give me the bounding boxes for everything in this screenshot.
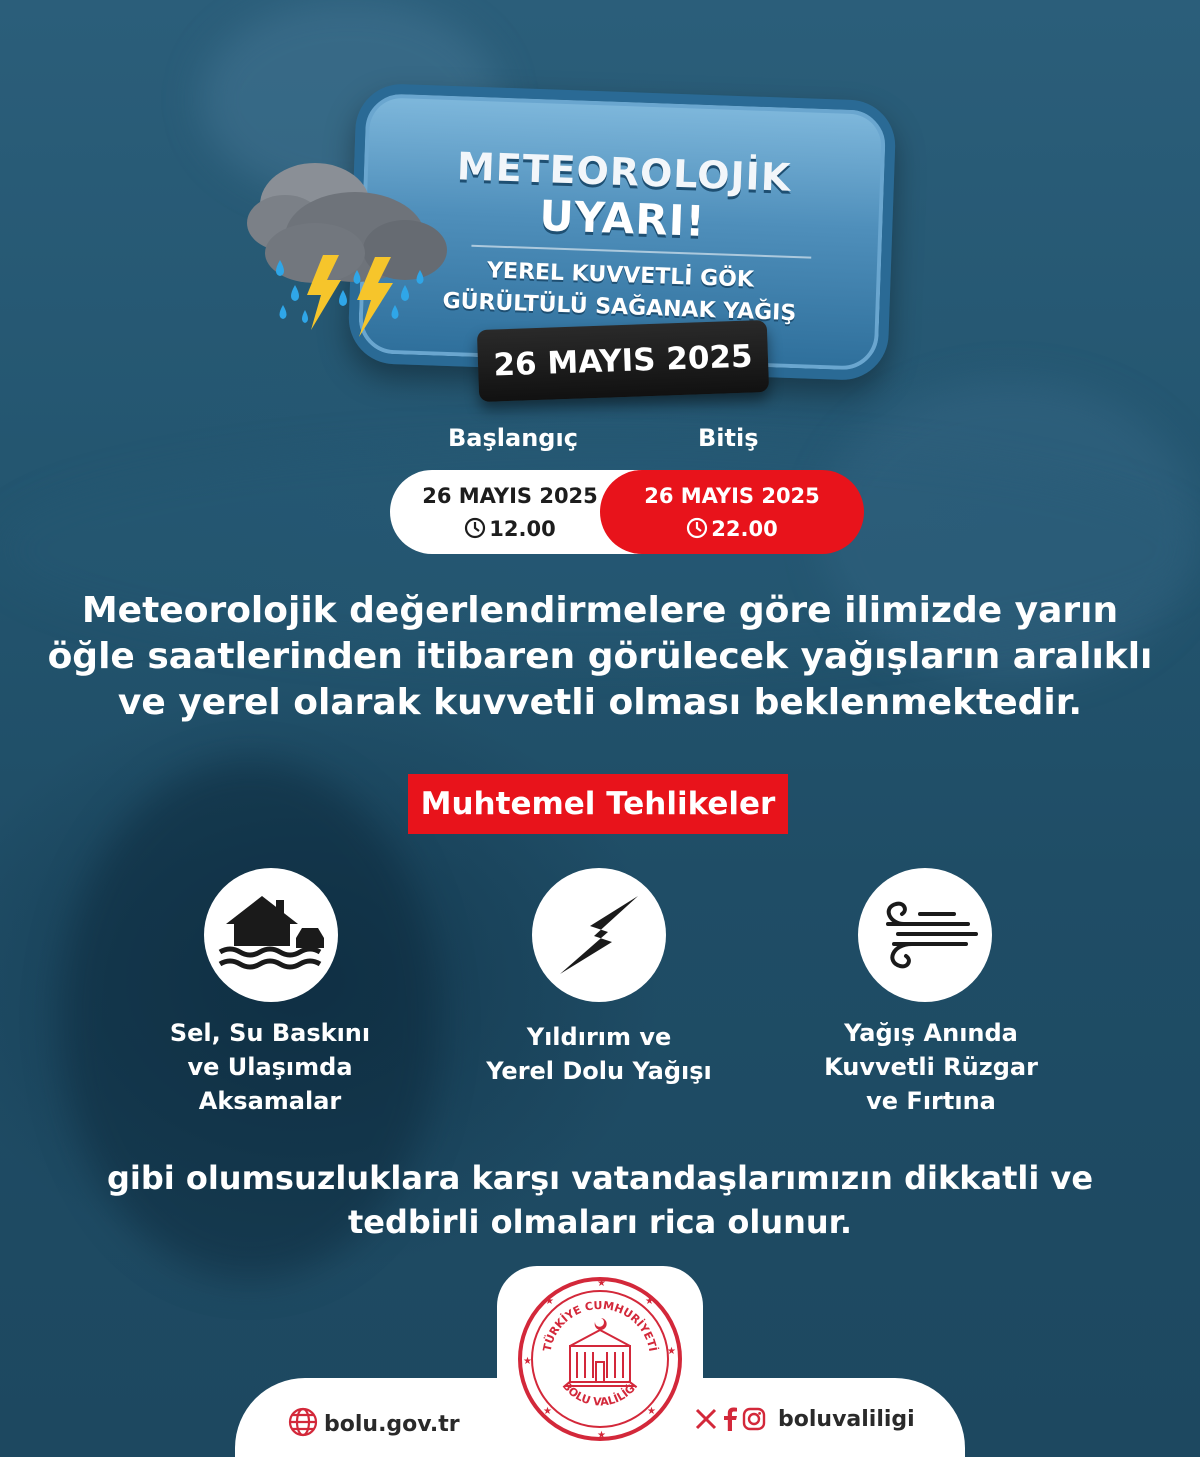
globe-icon <box>288 1407 318 1437</box>
description-line1: Meteorolojik değerlendirmelere göre ilimizde yarın <box>81 590 1119 631</box>
date-badge: 26 MAYIS 2025 <box>477 320 769 402</box>
end-period-pill <box>600 470 864 554</box>
svg-text:★: ★ <box>667 1346 676 1357</box>
end-date: 26 MAYIS 2025 <box>644 484 820 508</box>
svg-text:★: ★ <box>645 1296 654 1307</box>
hazard-wind-label <box>781 1016 1081 1118</box>
clock-icon <box>464 517 486 539</box>
clock-icon <box>686 517 708 539</box>
hazard-lightning-line1: Yıldırım ve <box>526 1023 672 1051</box>
instagram-icon[interactable] <box>742 1407 766 1431</box>
svg-text:BOLU VALİLİĞİ <box>560 1379 641 1409</box>
title-line2: UYARI! <box>538 191 707 246</box>
subtitle-line2: GÜRÜLTÜLÜ SAĞANAK YAĞIŞ <box>442 288 797 327</box>
svg-text:★: ★ <box>545 1296 554 1307</box>
svg-text:★: ★ <box>647 1406 656 1417</box>
social-links[interactable] <box>694 1407 915 1432</box>
lightning-icon <box>532 868 666 1002</box>
hazards-title: Muhtemel Tehlikeler <box>408 774 788 834</box>
hazard-wind-line2: Kuvvetli Rüzgar <box>824 1053 1038 1081</box>
description-line3: ve yerel olarak kuvvetli olması beklenmektedir. <box>117 682 1083 723</box>
svg-text:★: ★ <box>597 1278 606 1289</box>
hazard-wind-line3: ve Fırtına <box>866 1087 996 1115</box>
hazard-lightning-label <box>449 1020 749 1088</box>
governorship-seal-icon <box>515 1274 685 1444</box>
start-date: 26 MAYIS 2025 <box>422 484 598 508</box>
seal-text-bottom: BOLU VALİLİĞİ <box>559 1379 641 1409</box>
closing-text <box>60 1156 1140 1244</box>
description-text <box>40 588 1160 726</box>
description-line2: öğle saatlerinden itibaren görülecek yağışların aralıklı <box>47 636 1153 677</box>
facebook-icon[interactable] <box>722 1407 738 1431</box>
flood-icon <box>204 868 338 1002</box>
start-time: 12.00 <box>489 517 556 541</box>
title-line1: METEOROLOJİK <box>456 144 792 200</box>
storm-cloud-icon <box>245 145 450 345</box>
hazard-flood-line3: Aksamalar <box>198 1087 342 1115</box>
wind-icon <box>858 868 992 1002</box>
hazard-flood-line2: ve Ulaşımda <box>187 1053 353 1081</box>
hazard-wind-line1: Yağış Anında <box>844 1019 1018 1047</box>
hazard-flood <box>204 868 338 1002</box>
subtitle-line1: YEREL KUVVETLİ GÖK <box>486 258 755 293</box>
svg-text:★: ★ <box>543 1406 552 1417</box>
social-handle: boluvaliligi <box>778 1407 915 1432</box>
start-label: Başlangıç <box>448 424 578 452</box>
hazard-wind <box>858 868 992 1002</box>
closing-line2: tedbirli olmaları rica olunur. <box>347 1203 853 1241</box>
hazard-flood-label <box>120 1016 420 1118</box>
hazard-lightning-line2: Yerel Dolu Yağışı <box>486 1057 712 1085</box>
svg-text:★: ★ <box>597 1430 606 1441</box>
seal-text-top: TÜRKİYE CUMHURİYETİ <box>540 1298 660 1353</box>
hazard-lightning <box>532 868 666 1002</box>
closing-line1: gibi olumsuzluklara karşı vatandaşlarımızın dikkatli ve <box>106 1159 1094 1197</box>
hazard-flood-line1: Sel, Su Baskını <box>169 1019 371 1047</box>
website-link[interactable] <box>288 1407 460 1437</box>
svg-text:★: ★ <box>523 1356 532 1367</box>
website-text: bolu.gov.tr <box>324 1412 460 1437</box>
x-icon[interactable] <box>694 1407 718 1431</box>
end-time-row <box>600 517 864 541</box>
end-label: Bitiş <box>698 424 759 452</box>
end-time: 22.00 <box>711 517 778 541</box>
